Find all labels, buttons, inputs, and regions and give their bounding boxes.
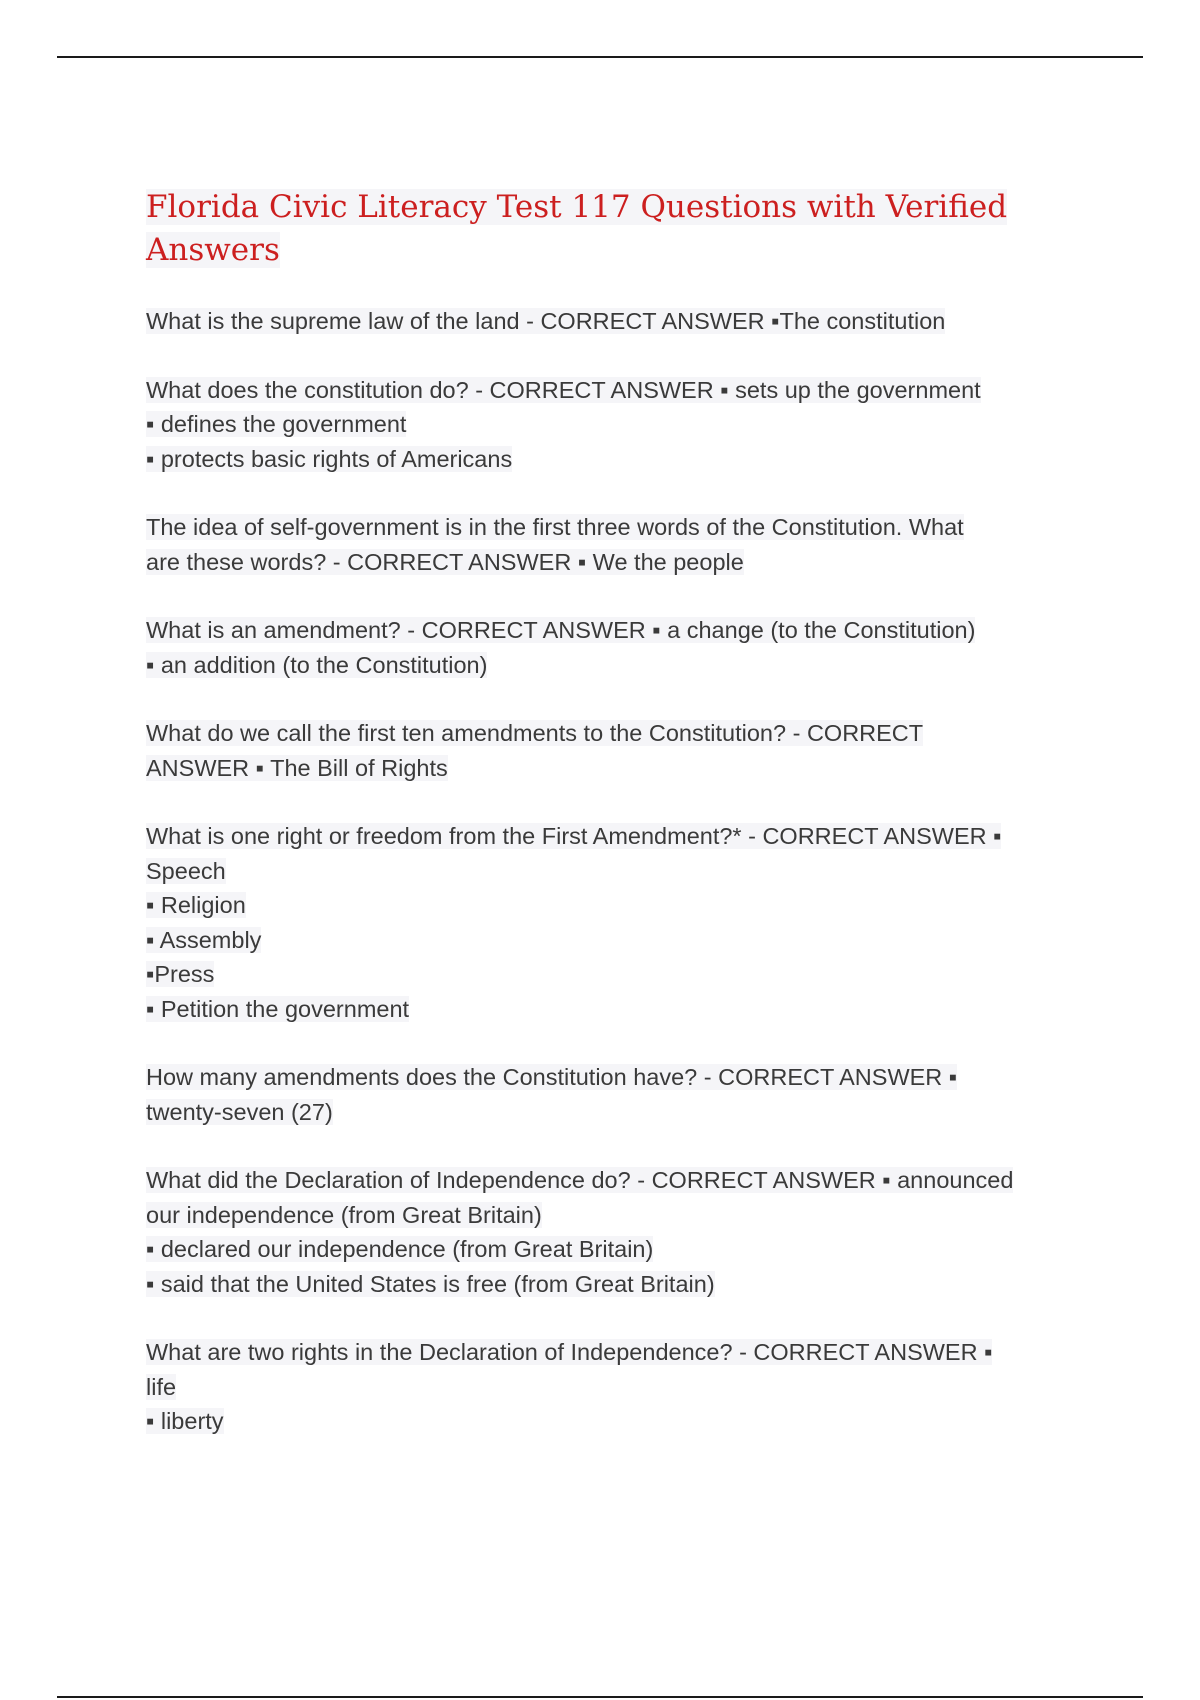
qa-line: life: [146, 1373, 177, 1400]
qa-line: What does the constitution do? - CORRECT ANSWER ▪ sets up the government: [146, 376, 981, 403]
qa-line: What did the Declaration of Independence do? - CORRECT ANSWER ▪ announced: [146, 1167, 1014, 1193]
qa-item: [146, 1335, 1076, 1439]
document-title-text: Florida Civic Literacy Test 117 Questions with Verified Answers: [146, 189, 1008, 268]
document-title: [146, 186, 1076, 272]
qa-line: What is one right or freedom from the First Amendment?* - CORRECT ANSWER ▪: [146, 823, 1002, 849]
qa-item: [146, 373, 1076, 477]
qa-item: [146, 1060, 1076, 1129]
qa-line: How many amendments does the Constitution have? - CORRECT ANSWER ▪: [146, 1064, 958, 1090]
qa-line: ▪ Petition the government: [146, 995, 410, 1022]
qa-item: [146, 819, 1076, 1026]
qa-item: [146, 716, 1076, 785]
qa-line: ▪ declared our independence (from Great Britain): [146, 1236, 654, 1262]
qa-line: ▪ protects basic rights of Americans: [146, 445, 513, 472]
qa-line: ANSWER ▪ The Bill of Rights: [146, 754, 448, 781]
qa-line: ▪ defines the government: [146, 411, 407, 437]
qa-item: [146, 304, 1076, 339]
qa-line: are these words? - CORRECT ANSWER ▪ We the people: [146, 548, 744, 575]
qa-item: [146, 613, 1076, 682]
document-body: [146, 186, 1076, 1473]
qa-line: What is an amendment? - CORRECT ANSWER ▪ a change (to the Constitution): [146, 617, 976, 643]
qa-line: ▪ liberty: [146, 1408, 224, 1434]
qa-line: Speech: [146, 857, 226, 884]
qa-item: [146, 1163, 1076, 1301]
qa-line: ▪ an addition (to the Constitution): [146, 651, 488, 678]
qa-line: twenty-seven (27): [146, 1098, 333, 1125]
qa-line: The idea of self-government is in the first three words of the Constitution. What: [146, 514, 964, 540]
qa-line: ▪ Religion: [146, 892, 246, 918]
header-rule: [57, 56, 1143, 58]
qa-line: ▪ said that the United States is free (from Great Britain): [146, 1270, 715, 1297]
qa-line: our independence (from Great Britain): [146, 1201, 542, 1228]
footer-rule: [57, 1696, 1143, 1698]
qa-line: What do we call the first ten amendments to the Constitution? - CORRECT: [146, 720, 924, 746]
qa-line: ▪ Assembly: [146, 926, 262, 953]
qa-line: What are two rights in the Declaration of Independence? - CORRECT ANSWER ▪: [146, 1339, 993, 1365]
qa-item: [146, 510, 1076, 579]
qa-line: What is the supreme law of the land - CORRECT ANSWER ▪The constitution: [146, 308, 946, 334]
qa-line: ▪Press: [146, 961, 215, 987]
